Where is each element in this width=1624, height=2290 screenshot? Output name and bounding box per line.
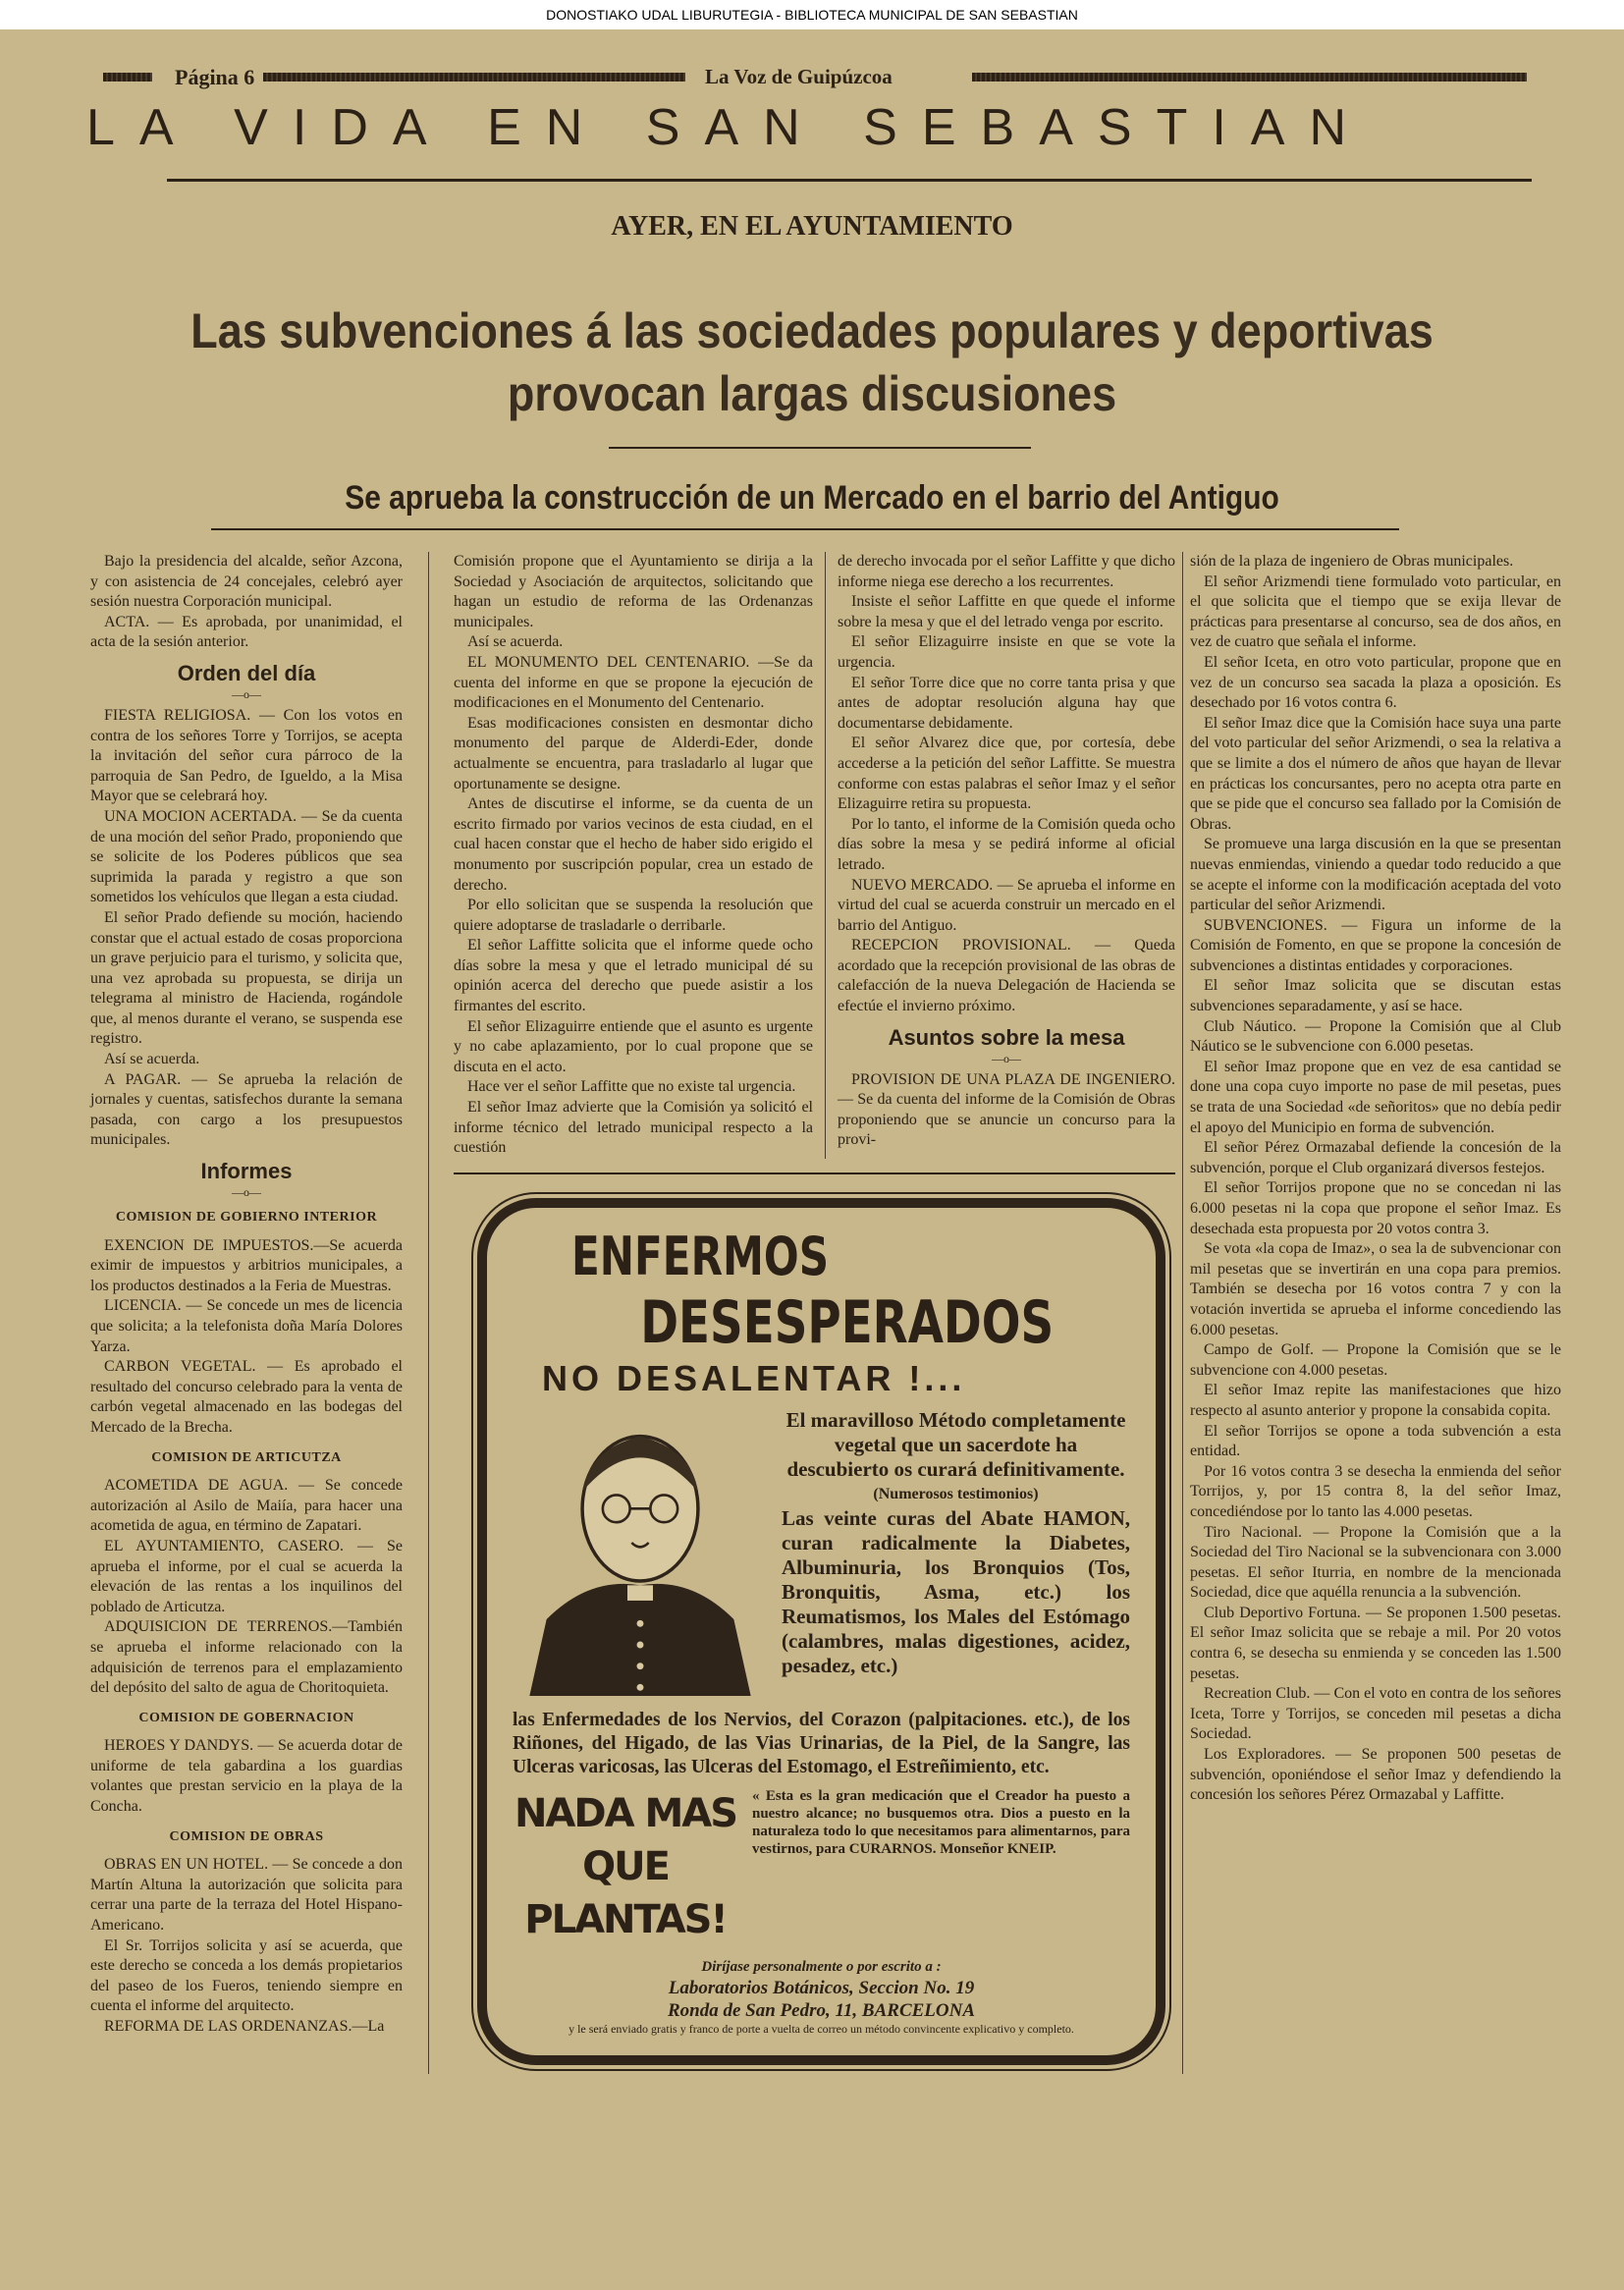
ad-contact [513,1958,1130,2036]
article-paragraph: Por ello solicitan que se suspenda la resolución que quiere adoptarse de trasladarle o derribarle. [454,897,813,934]
article-paragraph: Esas modificaciones consisten en desmontar dicho monumento del parque de Alderdi-Eder, donde actualmente se encuentra, para trasladarlo al lugar que oportunamente se designe. [454,714,813,792]
article-paragraph: El señor Imaz repite las manifestaciones que hizo respecto al asunto anterior y propone la consabida copita. [1190,1382,1561,1419]
section-title: LA VIDA EN SAN SEBASTIAN [86,99,1372,156]
article-column-4 [1190,552,1561,1806]
ad-quote: « Esta es la gran medicación que el Creador ha puesto a nuestro alcance; no busquemos otra. Dios a puesto en la naturaleza todo lo que necesitamos para alimentarnos, para vestirnos, para CURARNOS. Monseñor KNEIP. [752,1787,1130,1857]
article-paragraph: Tiro Nacional. — Propone la Comisión que a la Sociedad del Tiro Nacional se la subvencionara con 3.000 pesetas. El señor Iturria, en nombre de la mencionada Sociedad, dice que aquélla renuncia a la subvención. [1190,1523,1561,1602]
ornament-divider: —o— [992,1051,1021,1065]
article-paragraph: El señor Imaz dice que la Comisión hace suya una parte del voto particular del señor Arizmendi, o sea la relativa a que se limite a dos el número de años que hayan de llevar en prácticas los concursantes, pero no acepta otra parte en que se pide que el concurso sea fallado por la Comisión de Obras. [1190,714,1561,833]
ad-intro-block [782,1408,1130,1678]
ornament-divider: —o— [232,686,261,701]
article-paragraph: Campo de Golf. — Propone la Comisión que se le subvencione con 4.000 pesetas. [1190,1341,1561,1379]
article-paragraph: Insiste el señor Laffitte en que quede el informe sobre la mesa y que el del letrado venga por escrito. [838,593,1175,630]
article-paragraph: El señor Laffitte solicita que el informe quede ocho días sobre la mesa y que el letrado municipal dé su opinión acerca del derecho que puede asistir a los firmantes del escrito. [454,937,813,1015]
column-divider [1182,552,1183,2074]
article-paragraph: de derecho invocada por el señor Laffitte y que dicho informe niega ese derecho a los recurrentes. [838,553,1175,590]
article-paragraph: Recreation Club. — Con el voto en contra de los señores Iceta, Torre y Torrijos, se conceden mil pesetas a dicha Sociedad. [1190,1685,1561,1743]
article-paragraph: Bajo la presidencia del alcalde, señor Azcona, y con asistencia de 24 concejales, celebró ayer sesión nuestra Corporación municipal. [90,553,403,611]
page-number: Página 6 [175,65,255,89]
article-paragraph: El señor Elizaguirre insiste en que se vote la urgencia. [838,633,1175,671]
article-paragraph: HEROES Y DANDYS. — Se acuerda dotar de uniforme de tela gabardina a los guardias volantes que prestan servicio en la playa de la Concha. [90,1737,403,1816]
article-paragraph: FIESTA RELIGIOSA. — Con los votos en contra de los señores Torre y Torrijos, se acepta la invitación del señor cura párroco de la parroquia de San Pedro, de Igueldo, a la Misa Mayor que se celebrará hoy. [90,706,403,805]
column-divider [428,552,429,2074]
headline-line-2: provocan largas discusiones [507,366,1117,421]
ad-slogan-row [513,1787,1130,1946]
column-divider [825,552,826,1159]
article-paragraph: El señor Alvarez dice que, por cortesía, debe accederse a la petición del señor Laffitte. Se muestra conforme con estas palabras el señor Imaz y el señor Elizaguirre retira su propuesta. [838,735,1175,813]
ad-portrait-row [513,1408,1130,1703]
article-paragraph: PROVISION DE UNA PLAZA DE INGENIERO. — Se da cuenta del informe de la Comisión de Obras proponiendo que se anuncie un concurso para la provi- [838,1070,1175,1149]
headline-line-1: Las subvenciones á las sociedades populares y deportivas [190,303,1434,358]
ad-slogan-1: NADA MAS [514,1790,737,1836]
article-paragraph: ADQUISICION DE TERRENOS.—También se aprueba el informe relacionado con la adquisición de terrenos para el emplazamiento del depósito del salto de agua de Choritoquieta. [90,1618,403,1697]
ad-contact-intro: Diríjase personalmente o por escrito a : [701,1958,942,1975]
article-subheading: COMISION DE OBRAS [169,1828,324,1844]
ad-address: Ronda de San Pedro, 11, BARCELONA [667,1999,976,2021]
article-paragraph: RECEPCION PROVISIONAL. — Queda acordado que la recepción provisional de las obras de calefacción de la nueva Delegación de Hacienda se efectúe el invierno próximo. [838,937,1175,1015]
section-rule [167,179,1532,182]
article-paragraph: Comisión propone que el Ayuntamiento se dirija a la Sociedad y Asociación de arquitectos, solicitando que hagan un estudio de reforma de las Ordenanzas municipales. [454,553,813,630]
article-paragraph: Los Exploradores. — Se proponen 500 pesetas de subvención, oponiéndose el señor Imaz y defendiendo la concesión los señores Pérez Ormazabal y Laffitte. [1190,1746,1561,1804]
masthead-rule [103,73,152,82]
article-paragraph: EXENCION DE IMPUESTOS.—Se acuerda eximir de impuestos y arbitrios municipales, a los productos destinados a la Feria de Muestras. [90,1236,403,1294]
ad-title-2: DESESPERADOS [640,1287,1055,1357]
article-paragraph: El señor Arizmendi tiene formulado voto particular, en el que solicita que el tiempo que se exija llevar de prácticas para presentarse al concurso, sea de dos años, en vez de cuatro que señala el informe. [1190,572,1561,651]
subheadline-rule [211,528,1399,530]
article-column-1 [90,552,403,2038]
article-paragraph: ACOMETIDA DE AGUA. — Se concede autorización al Asilo de Maiía, para hacer una acometida de agua, en término de Zapatari. [90,1477,403,1535]
ad-cures-head: Las veinte curas del Abate HAMON, curan radicalmente la Diabetes, Albuminuria, los Bronquios (Tos, Bronquitis, Asma, etc.) los Reumatismos, los Males del Estómago (calambres, malas digestiones, acidez, pesadez, etc.) [782,1505,1130,1677]
middle-columns [454,552,1175,1159]
article-paragraph: UNA MOCION ACERTADA. — Se da cuenta de una moción del señor Prado, proponiendo que se solicite de los Poderes públicos que sea suprimida la parada y registro a que son sometidos los vehículos que llegan a esta ciudad. [90,807,403,906]
article-paragraph: Se vota «la copa de Imaz», o sea la de subvencionar con mil pesetas que se invertirán en una copa para premios. También se desecha por 16 votos contra 7 y con la votación invertida se aprueba el informe concediendo las 6.000 pesetas. [1190,1240,1561,1338]
ad-testimonials: (Numerosos testimonios) [873,1485,1039,1502]
article-paragraph: CARBON VEGETAL. — Es aprobado el resultado del concurso celebrado para la venta de carbón vegetal almacenado en las bodegas del Mercado de la Brecha. [90,1358,403,1436]
ad-title-1: ENFERMOS [571,1225,830,1287]
article-paragraph: A PAGAR. — Se aprueba la relación de jornales y cuentas, satisfechos durante la semana pasada, con cargo a los presupuestos municipales. [90,1070,403,1149]
article-paragraph: El señor Imaz propone que en vez de esa cantidad se done una copa cuyo importe no pase de mil pesetas, pues se trata de una Sociedad «de señoritos» que no debía pedir el apoyo del Municipio en forma de subvención. [1190,1058,1561,1136]
article-paragraph: El señor Pérez Ormazabal defiende la concesión de la subvención, porque el Club organizará diversos festejos. [1190,1139,1561,1176]
ad-lab-name: Laboratorios Botánicos, Seccion No. 19 [668,1977,975,1998]
ad-titles [513,1226,1130,1400]
article-paragraph: ACTA. — Es aprobada, por unanimidad, el acta de la sesión anterior. [90,613,403,651]
ad-intro: El maravilloso Método completamente vegetal que un sacerdote ha descubierto os curará definitivamente. [785,1407,1126,1481]
advertisement-rule [454,1172,1175,1174]
article-paragraph: Así se acuerda. [467,633,564,651]
article-paragraph: Se promueve una larga discusión en la que se presentan nuevas enmiendas, viniendo a quedar todo reducido a que se acepte el informe con la modificación aceptada del voto particular del señor Arizmendi. [1190,836,1561,914]
article-paragraph: EL AYUNTAMIENTO, CASERO. — Se aprueba el informe, por el cual se acuerda la elevación de las rentas a los inquilinos del poblado de Articutza. [90,1537,403,1615]
ornament-rule [609,447,1031,449]
article-kicker: AYER, EN EL AYUNTAMIENTO [611,211,1013,242]
newspaper-name: La Voz de Guipúzcoa [705,65,893,88]
article-paragraph: El señor Imaz solicita que se discutan estas subvenciones separadamente, y así se hace. [1190,977,1561,1015]
article-paragraph: REFORMA DE LAS ORDENANZAS.—La [104,2018,385,2035]
ad-slogan-2: QUE PLANTAS! [524,1843,727,1942]
article-subheading: Asuntos sobre la mesa [888,1024,1125,1050]
article-paragraph: Hace ver el señor Laffitte que no existe tal urgencia. [467,1078,796,1096]
article-paragraph: El señor Elizaguirre entiende que el asunto es urgente y no cabe aplazamiento, por lo cual propone que se discuta en el acto. [454,1017,813,1075]
article-paragraph: EL MONUMENTO DEL CENTENARIO. —Se da cuenta del informe en que se propone la ejecución de modificaciones en el Monumento del Centenario. [454,653,813,712]
article-column-2 [454,552,813,1159]
middle-section [454,552,1175,2065]
article-paragraph: OBRAS EN UN HOTEL. — Se concede a don Martín Altuna la autorización que solicita para cerrar una parte de la terraza del Hotel Hispano-Americano. [90,1856,403,1935]
article-paragraph: NUEVO MERCADO. — Se aprueba el informe en virtud del cual se acuerda construir un mercado en el barrio del Antiguo. [838,876,1175,934]
ornament-divider: —o— [232,1185,261,1200]
article-paragraph: Antes de discutirse el informe, se da cuenta de un escrito firmado por varios vecinos de esta ciudad, en el cual hacen constar que el hecho de haber sido erigido el monumento por suscripción popular, crea un estado de derecho. [454,795,813,894]
advertisement [477,1198,1165,2065]
article-paragraph: El señor Torrijos se opone a toda subvención a esta entidad. [1190,1422,1561,1460]
ad-cures-rest: las Enfermedades de los Nervios, del Corazon (palpitaciones. etc.), de los Riñones, del Higado, de las Vias Urinarias, de la Piel, de la Sangre, las Ulceras varicosas, las Ulceras del Estomago, el Estreñimiento, etc. [513,1709,1130,1777]
subheadline: Se aprueba la construcción de un Mercado en el barrio del Antiguo [345,479,1279,517]
article-paragraph: Por 16 votos contra 3 se desecha la enmienda del señor Torrijos, y, por 15 contra 8, la del señor Imaz, concediéndose por lo tanto las 4.000 pesetas. [1190,1462,1561,1520]
article-paragraph: El señor Prado defiende su moción, haciendo constar que el actual estado de cosas proporciona un grave perjuicio para el turismo, y solicita que, una vez aprobada su propuesta, se dirija un telegrama al ministro de Hacienda, rogándole que, al menos durante el verano, se suspenda ese registro. [90,908,403,1048]
article-paragraph: El Sr. Torrijos solicita y así se acuerda, que este derecho se conceda a los demás propietarios del paseo de los Fueros, teniendo siempre en cuenta el informe del arquitecto. [90,1936,403,2015]
article-subheading: Informes [200,1159,293,1184]
article-paragraph: Así se acuerda. [104,1051,200,1068]
article-subheading: COMISION DE ARTICUTZA [151,1449,342,1465]
headline [81,300,1543,425]
masthead-rule [263,73,685,82]
article-paragraph: sión de la plaza de ingeniero de Obras municipales. [1190,553,1514,570]
article-subheading: Orden del día [177,660,316,685]
article-paragraph: El señor Iceta, en otro voto particular, propone que en vez de un concurso sea sacada la plaza a oposición. Es desechado por 16 votos contra 6. [1190,653,1561,712]
masthead-rule [972,73,1527,82]
article-paragraph: Por lo tanto, el informe de la Comisión queda ocho días sobre la mesa y se pedirá informe al oficial letrado. [838,815,1175,873]
priest-portrait-illustration [513,1408,768,1703]
article-paragraph: LICENCIA. — Se concede un mes de licencia que solicita; a la telefonista doña María Dolores Yarza. [90,1297,403,1355]
library-header: DONOSTIAKO UDAL LIBURUTEGIA - BIBLIOTECA MUNICIPAL DE SAN SEBASTIAN [0,0,1624,29]
article-paragraph: El señor Torre dice que no corre tanta prisa y que antes de adoptar resolución alguna hay que documentarse debidamente. [838,674,1175,732]
ad-footer: y le será enviado gratis y franco de porte a vuelta de correo un método convincente explicativo y completo. [568,2021,1074,2036]
ad-title-3: NO DESALENTAR !... [542,1357,966,1398]
article-paragraph: El señor Torrijos propone que no se concedan ni las 6.000 pesetas ni la copa que propone el señor Imaz. Es desechada esta propuesta por 20 votos contra 3. [1190,1179,1561,1237]
article-paragraph: El señor Imaz advierte que la Comisión ya solicitó el informe técnico del letrado municipal respecto a la cuestión [454,1099,813,1157]
article-subheading: COMISION DE GOBERNACION [138,1710,354,1725]
article-column-3 [838,552,1175,1151]
article-paragraph: Club Deportivo Fortuna. — Se proponen 1.500 pesetas. El señor Imaz solicita que se rebaje a mil. Por 20 votos contra 6, se desecha su enmienda y se conceden las 1.500 pesetas. [1190,1604,1561,1682]
ad-slogan [513,1787,738,1946]
article-paragraph: SUBVENCIONES. — Figura un informe de la Comisión de Fomento, en que se propone la concesión de subvenciones a distintas entidades y corporaciones. [1190,916,1561,974]
article-subheading: COMISION DE GOBIERNO INTERIOR [115,1210,378,1226]
article-paragraph: Club Náutico. — Propone la Comisión que al Club Náutico se le subvencione con 6.000 pesetas. [1190,1017,1561,1056]
